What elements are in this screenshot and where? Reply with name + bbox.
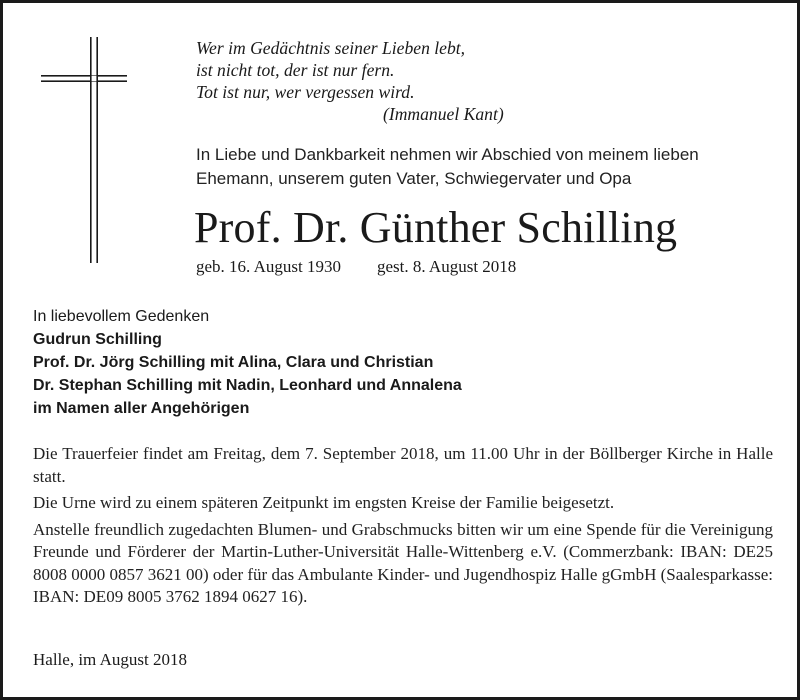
life-dates bbox=[196, 255, 516, 279]
urn-paragraph: Die Urne wird zu einem späteren Zeitpunkt im engsten Kreise der Familie beigesetzt. bbox=[33, 493, 615, 512]
death-date: gest. 8. August 2018 bbox=[376, 257, 517, 276]
funeral-paragraph: Die Trauerfeier findet am Freitag, dem 7. September 2018, um 11.00 Uhr in der Böllberger Kirche in Halle statt. bbox=[33, 444, 773, 486]
farewell-intro bbox=[196, 143, 786, 191]
mourners-heading: In liebevollem Gedenken bbox=[33, 308, 210, 325]
intro-line: Ehemann, unserem guten Vater, Schwiegervater und Opa bbox=[196, 169, 632, 188]
deceased-name: Prof. Dr. Günther Schilling bbox=[194, 203, 678, 252]
mourner-name: Prof. Dr. Jörg Schilling mit Alina, Clara und Christian bbox=[33, 354, 434, 371]
place-date: Halle, im August 2018 bbox=[33, 650, 187, 669]
mourner-name: Dr. Stephan Schilling mit Nadin, Leonhard und Annalena bbox=[33, 377, 462, 394]
quote-line: Tot ist nur, wer vergessen wird. bbox=[196, 82, 415, 102]
quote-line: ist nicht tot, der ist nur fern. bbox=[196, 60, 395, 80]
service-details bbox=[33, 443, 773, 613]
birth-date: geb. 16. August 1930 bbox=[196, 257, 341, 276]
mourner-name: Gudrun Schilling bbox=[33, 331, 162, 348]
mourner-name: im Namen aller Angehörigen bbox=[33, 400, 250, 417]
quote-line: Wer im Gedächtnis seiner Lieben lebt, bbox=[196, 38, 466, 58]
cross-icon bbox=[41, 37, 127, 263]
mourners-block bbox=[33, 305, 773, 420]
quote-author: (Immanuel Kant) bbox=[383, 104, 504, 124]
intro-line: In Liebe und Dankbarkeit nehmen wir Abschied von meinem lieben bbox=[196, 145, 699, 164]
donation-paragraph: Anstelle freundlich zugedachten Blumen- und Grabschmucks bitten wir um eine Spende für die Vereinigung Freunde und Förderer der Martin-Luther-Universität Halle-Wittenberg e.V. (Commerzbank: IBAN: DE25 8008 0000 0857 3621 00) oder für das Ambulante Kinder- und Jugendhospiz Halle gGmbH (Saalesparkasse: IBAN: DE09 8005 3762 1894 0627 16). bbox=[33, 519, 773, 606]
memorial-quote bbox=[196, 37, 756, 125]
